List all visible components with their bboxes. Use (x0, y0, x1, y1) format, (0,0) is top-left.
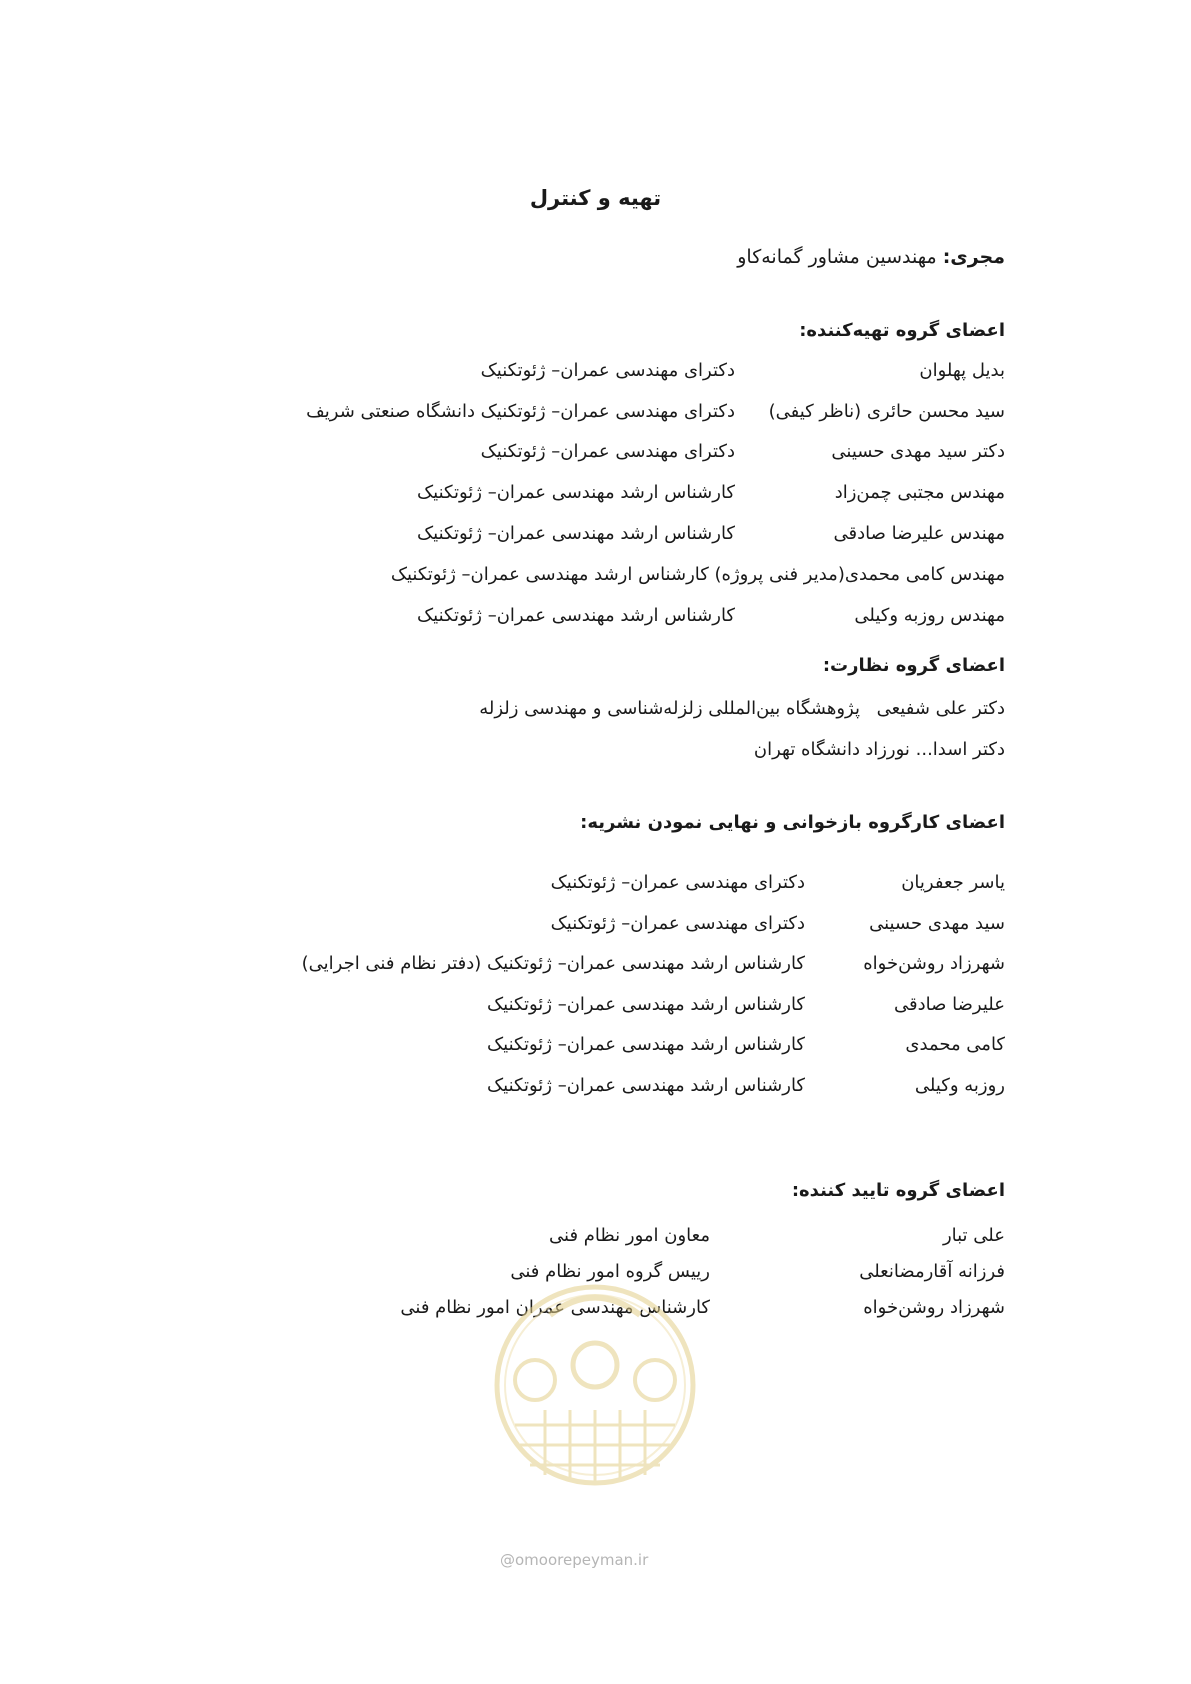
member-degree: کارشناس ارشد مهندسی عمران– ژئوتکنیک (487, 1034, 805, 1055)
member-degree: کارشناس ارشد مهندسی عمران– ژئوتکنیک (417, 523, 735, 544)
review-member-row (225, 872, 1005, 900)
member-name: دکتر علی شفیعی (876, 698, 1005, 719)
preparation-member-row (225, 401, 1005, 429)
executor-line (737, 246, 1005, 268)
member-role: رییس گروه امور نظام فنی (510, 1261, 710, 1282)
preparation-member-row (225, 605, 1005, 633)
member-name: مهندس روزبه وکیلی (854, 605, 1005, 626)
review-member-row (225, 1034, 1005, 1062)
member-name: سید محسن حائری (ناظر کیفی) (768, 401, 1005, 422)
member-name: سید مهدی حسینی (869, 913, 1005, 934)
member-name: فرزانه آقارمضانعلی (859, 1261, 1005, 1282)
member-degree: دکترای مهندسی عمران– ژئوتکنیک (550, 872, 805, 893)
preparation-group-heading: اعضای گروه تهیه‌کننده: (799, 320, 1005, 341)
approval-group-heading: اعضای گروه تایید کننده: (791, 1180, 1005, 1201)
member-degree: دکترای مهندسی عمران– ژئوتکنیک (480, 360, 735, 381)
preparation-member-row (225, 523, 1005, 551)
member-name: کامی محمدی (905, 1034, 1005, 1055)
member-institution: پژوهشگاه بین‌المللی زلزله‌شناسی و مهندسی زلزله (479, 698, 860, 719)
member-name: یاسر جعفریان (901, 872, 1005, 893)
supervision-group-heading: اعضای گروه نظارت: (822, 655, 1005, 676)
executor-value: مهندسین مشاور گمانه‌کاو (737, 246, 937, 268)
member-name: شهرزاد روشن‌خواه (863, 1297, 1005, 1318)
review-member-row (225, 994, 1005, 1022)
preparation-member-row (225, 441, 1005, 469)
watermark-url: @omoorepeyman.ir (500, 1551, 649, 1569)
supervision-member-row (225, 739, 1005, 767)
approval-member-row (225, 1225, 1005, 1253)
page-title: تهیه و کنترل (529, 186, 662, 210)
preparation-member-row (225, 564, 1005, 592)
member-degree: کارشناس ارشد مهندسی عمران– ژئوتکنیک (417, 482, 735, 503)
review-group-heading: اعضای کارگروه بازخوانی و نهایی نمودن نشریه: (580, 812, 1005, 833)
member-name: مهندس علیرضا صادقی (833, 523, 1005, 544)
supervision-member-row (225, 698, 1005, 726)
member-name: علی تبار (942, 1225, 1005, 1246)
member-degree: کارشناس ارشد مهندسی عمران– ژئوتکنیک (487, 1075, 805, 1096)
member-name: علیرضا صادقی (894, 994, 1005, 1015)
member-degree: دکترای مهندسی عمران– ژئوتکنیک (550, 913, 805, 934)
member-name: دکتر سید مهدی حسینی (831, 441, 1005, 462)
member-name: دکتر اسدا... نورزاد (865, 739, 1005, 760)
member-degree: دکترای مهندسی عمران– ژئوتکنیک (480, 401, 735, 422)
member-role: معاون امور نظام فنی (549, 1225, 710, 1246)
member-institution: دانشگاه صنعتی شریف (306, 401, 475, 422)
preparation-member-row (225, 482, 1005, 510)
member-degree: کارشناس ارشد مهندسی عمران– ژئوتکنیک (487, 994, 805, 1015)
member-name: مهندس کامی محمدی(مدیر فنی پروژه) کارشناس ارشد مهندسی عمران– ژئوتکنیک (390, 564, 1005, 585)
member-degree: کارشناس ارشد مهندسی عمران– ژئوتکنیک (دفتر نظام فنی اجرایی) (301, 953, 805, 974)
member-name: بدیل پهلوان (919, 360, 1005, 381)
member-name: شهرزاد روشن‌خواه (863, 953, 1005, 974)
member-degree: دکترای مهندسی عمران– ژئوتکنیک (480, 441, 735, 462)
member-degree: کارشناس ارشد مهندسی عمران– ژئوتکنیک (417, 605, 735, 626)
executor-label: مجری: (942, 246, 1005, 268)
seal-logo-icon (490, 1270, 700, 1500)
review-member-row (225, 953, 1005, 981)
member-institution: دانشگاه تهران (753, 739, 860, 760)
member-role: کارشناس مهندسی عمران امور نظام فنی (400, 1297, 710, 1318)
review-member-row (225, 1075, 1005, 1103)
member-name: روزبه وکیلی (914, 1075, 1005, 1096)
member-name: مهندس مجتبی چمن‌زاد (834, 482, 1005, 503)
preparation-member-row (225, 360, 1005, 388)
review-member-row (225, 913, 1005, 941)
